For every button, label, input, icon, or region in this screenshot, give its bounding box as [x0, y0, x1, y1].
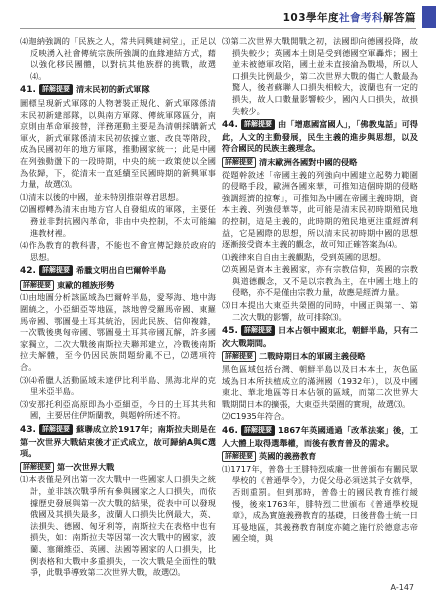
- paragraph-text: 從題幹敘述「帝國主義的列強向中國建立起勢力範圍的侵略手段，歐洲各國來華，可推知這個時期的侵略強調經濟的掠奪」，可推知為中國在帝國主義時期，資本主義、列強侵華等，此可能是清末民初時期殖民地的控制，這是主義的，此時期的殖民地更注重經濟利益，它是國際的思想，所以清末民初時期中國的思想逐漸接受資本主義的觀念，故可知正確答案為⑷。: [222, 169, 418, 250]
- answer-paragraph: [222, 36, 418, 117]
- answer-paragraph: [20, 375, 216, 398]
- paragraph-text: ⑵英國是資本主義國家，亦有宗教信仰，英國的宗教與道德觀念，又不是以宗教為主，在中國土地上的侵略，亦不是僅由宗教力量，故應是經濟力量。: [222, 264, 418, 298]
- heading-text: 由「增惠國富國人」，「佛教鬼話」可得此，人文的主動發展，民生主義的進步與思想，以及符合國民的民族主義理念。: [222, 119, 418, 154]
- answer-paragraph: [20, 98, 216, 191]
- sub-heading: [222, 157, 418, 169]
- heading-text: 蘇聯成立於1917年；南斯拉夫則是在第一次世界大戰結束後才正式成立，故可歸納A與C選項。: [20, 424, 216, 459]
- heading-text: 1867年英國通過「改革法案」後，工人大體上取得選舉權，而後有教育普及的需求。: [222, 425, 418, 448]
- question-heading: [20, 265, 216, 278]
- paragraph-text: 黑色區域包括台灣、朝鮮半島以及日本本土，灰色區域為日本所扶植成立的滿洲國（1932年），以及中國東北、華北地區等日本佔領的區域，而第二次世界大戰期間日本的擴張，大東亞共榮圈的實現，故選⑶。: [222, 364, 418, 409]
- question-number: 45.: [222, 326, 238, 337]
- heading-text: 日本占領中國東北，朝鮮半島，只有二次大戰期間。: [222, 325, 418, 348]
- explain-tag: 詳解提要: [222, 351, 256, 362]
- sub-heading: [222, 451, 418, 463]
- heading-text: 二戰時期日本的軍國主義侵略: [259, 351, 366, 362]
- right-column: [222, 36, 418, 546]
- heading-text: 清末歐洲各國對中國的侵略: [259, 156, 358, 167]
- explain-tag: 詳解提要: [39, 265, 73, 276]
- question-number: 46.: [222, 426, 238, 436]
- left-column: [20, 36, 216, 580]
- header-rule: [20, 28, 416, 29]
- title-year: 103: [282, 12, 306, 24]
- answer-paragraph: [20, 204, 216, 239]
- explain-tag: 詳解提要: [241, 325, 275, 336]
- title-end: 解答篇: [383, 12, 416, 24]
- answer-paragraph: [20, 399, 216, 422]
- question-number: 41.: [20, 85, 36, 96]
- paragraph-text: ⑷作為教育的教科書，不能也不會宣傳記錄於政府的思想。: [20, 240, 216, 262]
- answer-paragraph: [222, 170, 418, 251]
- heading-text: 清末民初的新式軍隊: [75, 84, 150, 95]
- paragraph-text: ⑴本表僅是列出第一次大戰中一些國家人口損失之統計，並非該次戰爭所有參與國家之人口損失，而依據歷史發展與第一次大戰的結果，從表中可以發現俄國及其損失最多，波蘭人口損失比例最大，英、法損失、德國、匈牙利等，南斯拉夫在表格中也有損失，如：南斯拉夫等因第一次大戰中的國家，波蘭、塞爾維亞、英國、法國等國家的人口損失，比例表格和大戰中多重損失，一次大戰是全面性的戰爭，此戰爭導致第二次世界大戰，故選⑵。: [20, 474, 216, 578]
- sub-heading: [20, 462, 216, 474]
- answer-paragraph: [222, 411, 418, 423]
- question-number: 44.: [222, 120, 238, 131]
- question-heading: [20, 84, 216, 97]
- explain-tag: 詳解提要: [222, 157, 256, 168]
- explain-tag: 詳解提要: [241, 119, 275, 130]
- heading-text: 東歐的種族形勢: [57, 279, 115, 290]
- answer-paragraph: [20, 240, 216, 263]
- header-accent-bar: [422, 6, 436, 28]
- question-heading: [20, 424, 216, 460]
- header-title: [283, 10, 416, 25]
- paragraph-text: ⑶第二次世界大戰開戰之初，法國即向德國投降，故損失較少；英國本土則是受到德國空軍轟炸；國土並未被德軍攻陷，國土並未直接淪為戰場，所以人口損失比例最少，第二次世界大戰的傷亡人數最為驚人，後者蘇聯人口損失相較大，波蘭也有一定的損失，故人口數量影響較少，國內人口損失，故損失較少。: [222, 36, 418, 116]
- paragraph-text: ⑶⑷希臘人活動區域未達伊比利半島、黑海北岸的克里米亞半島。: [20, 374, 216, 397]
- sub-heading: [222, 351, 418, 363]
- paragraph-text: ⑴義律來自自由主義觀點，受到英國的思想。: [222, 251, 386, 262]
- title-subject: 社會考科: [339, 12, 383, 24]
- question-heading: [222, 119, 418, 155]
- answer-paragraph: [20, 292, 216, 373]
- explain-tag: 詳解提要: [39, 424, 73, 435]
- paragraph-text: ⑴由地圖分析該區域為巴爾幹半島，愛琴海、地中海圍繞之，小亞細亞等地區，該地曾受羅馬帝國、東羅馬帝國、鄂圖曼土耳其統治，因此民族、信仰複雜，一次戰後奧匈帝國、鄂圖曼土耳其帝國瓦解，許多國家獨立，二次大戰後南斯拉夫聯邦建立，冷戰後南斯拉夫解體，至今仍因民族問題紛亂不已，⑵選項符合。: [20, 292, 216, 373]
- answer-paragraph: [222, 252, 418, 264]
- heading-text: 英國的義務教育: [259, 451, 317, 462]
- question-heading: [222, 425, 418, 449]
- explain-tag: 詳解提要: [241, 425, 275, 436]
- heading-text: 第一次世界大戰: [57, 461, 115, 472]
- answer-paragraph: [20, 36, 216, 82]
- answer-paragraph: [20, 474, 216, 578]
- explain-tag: 詳解提要: [39, 84, 73, 95]
- question-number: 42.: [20, 266, 36, 277]
- explain-tag: 詳解提要: [20, 280, 54, 291]
- heading-text: 希臘文明出自巴爾幹半島: [75, 265, 167, 276]
- page-number: A-147: [390, 583, 414, 592]
- answer-paragraph: [222, 464, 418, 545]
- question-number: 43.: [20, 425, 36, 435]
- answer-paragraph: [222, 264, 418, 299]
- answer-paragraph: [222, 300, 418, 323]
- question-heading: [222, 325, 418, 349]
- answer-paragraph: [20, 192, 216, 204]
- title-mid: 學年度: [306, 12, 339, 24]
- paragraph-text: ⑴1717年，普魯士王腓特烈威廉一世普頒布有關民眾學校的《普通學令》，力促父母必須送其子女就學，否則重罰。但到那時，普魯士的國民教育推行緩慢，後來1763年，腓特烈二世頒布《普通學校規章》，成為實施義務教育的基礎，日後普魯士統一日耳曼地區，其義務教育制度亦隨之施行於德意志帝國全境，與: [222, 463, 418, 544]
- paragraph-text: ⑶安那托利亞高原即為小亞細亞，今日的土耳其共和國，主要居住伊斯蘭教，與題幹所述不符。: [20, 398, 216, 421]
- explain-tag: 詳解提要: [222, 451, 256, 462]
- sub-heading: [20, 280, 216, 292]
- paragraph-text: ⑴清末以後的中國，並未特別推崇尊君思想。: [20, 191, 184, 202]
- paragraph-text: 圖標呈現新式軍隊的人物著裝正規化、新式軍隊係清末民初新建部隊，以與南方軍隊、傳統軍隊區分，南京則由革命軍接替，洋務運動主要是為清朝採購新式軍火，新式軍隊係清末民初依據立憲、改良等階段，成為民國初年的地方軍隊，推動國家統一；此是中國在列強動盪下的一段時期，中央的統一政策使以全國為依歸，下，從清末一直延續至民國時期的新興軍事力量，故選⑶。: [20, 97, 216, 190]
- paragraph-text: ⑵圖標轉為清末由地方官人自發組成的軍隊，主要任務並非對抗國內革命，非由中央控制，不太可能編進教材裡。: [20, 204, 216, 238]
- page-header: [0, 4, 436, 28]
- paragraph-text: ⑶日本提出大東亞共榮圈的同時，中國正與第一、第二次大戰的影響，故可排除⑶。: [222, 300, 418, 322]
- paragraph-text: ⑷迦納強調的「民族之人，常共同興建祠堂」，正足以反映湧入社會傳統宗族所強調的血緣連結方式，藉以強化移民團體，以對抗其他族群的挑戰，故選⑷。: [20, 36, 216, 81]
- answer-paragraph: [222, 364, 418, 410]
- explain-tag: 詳解提要: [20, 462, 54, 473]
- paragraph-text: ⑵C1935年符合。: [222, 411, 290, 422]
